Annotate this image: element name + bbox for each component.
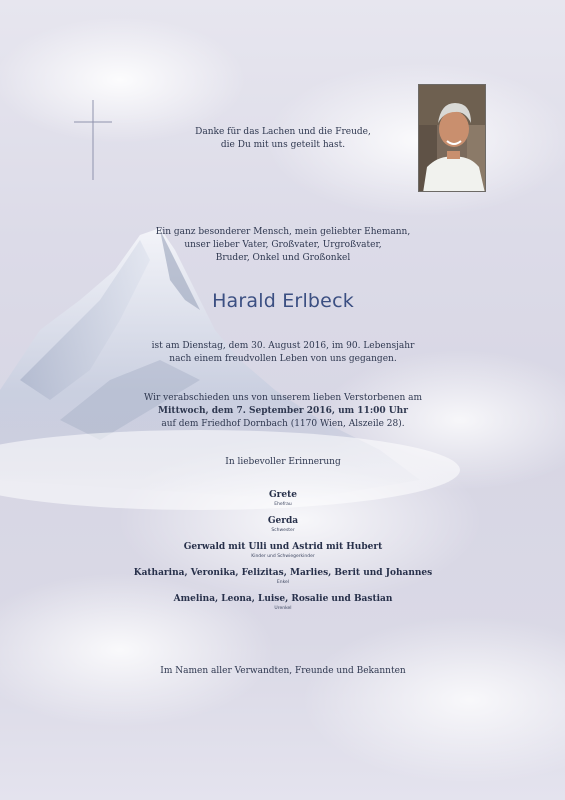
mourner-entry	[100, 489, 466, 508]
intro-line: unser lieber Vater, Großvater, Urgroßvater,	[184, 240, 382, 250]
mourner-entry	[100, 541, 466, 560]
mourner-entry	[100, 515, 466, 534]
mourner-name: Amelina, Leona, Luise, Rosalie und Bastian	[173, 594, 393, 604]
mourner-name: Gerda	[267, 516, 299, 526]
memory-heading: In liebevoller Erinnerung	[225, 457, 341, 467]
mourner-entry	[100, 593, 466, 612]
mourners-list	[100, 489, 466, 619]
mourner-relation: Ehefrau	[274, 502, 292, 507]
deceased-name: Harald Erlbeck	[212, 290, 354, 312]
intro-line: Ein ganz besonderer Mensch, mein geliebter Ehemann,	[155, 227, 411, 237]
mourner-name: Katharina, Veronika, Felizitas, Marlies, Berit und Johannes	[133, 568, 433, 578]
mourner-relation: Kinder und Schwiegerkinder	[251, 554, 315, 559]
funeral-date: Mittwoch, dem 7. September 2016, um 11:00 Uhr	[158, 406, 408, 416]
death-line: nach einem freudvollen Leben von uns gegangen.	[169, 354, 397, 364]
motto-line: die Du mit uns geteilt hast.	[220, 140, 346, 150]
mourner-name: Gerwald mit Ulli und Astrid mit Hubert	[183, 542, 383, 552]
mourner-relation: Enkel	[276, 580, 290, 585]
death-line: ist am Dienstag, dem 30. August 2016, im 90. Lebensjahr	[151, 341, 415, 351]
cross-icon	[74, 100, 112, 180]
motto	[140, 126, 426, 152]
funeral-place: auf dem Friedhof Dornbach (1170 Wien, Alszeile 28).	[161, 419, 405, 429]
closing-line: Im Namen aller Verwandten, Freunde und Bekannten	[160, 666, 406, 676]
portrait-photo	[418, 84, 486, 192]
death-notice	[140, 340, 426, 366]
funeral-info	[140, 392, 426, 431]
intro-text	[140, 226, 426, 265]
intro-line: Bruder, Onkel und Großonkel	[215, 253, 351, 263]
mourner-relation: Urenkel	[274, 606, 292, 611]
motto-line: Danke für das Lachen und die Freude,	[195, 127, 371, 137]
mourner-entry	[100, 567, 466, 586]
mourner-relation: Schwester	[271, 528, 295, 533]
funeral-intro: Wir verabschieden uns von unserem lieben Verstorbenen am	[143, 393, 423, 403]
mourner-name: Grete	[268, 490, 298, 500]
